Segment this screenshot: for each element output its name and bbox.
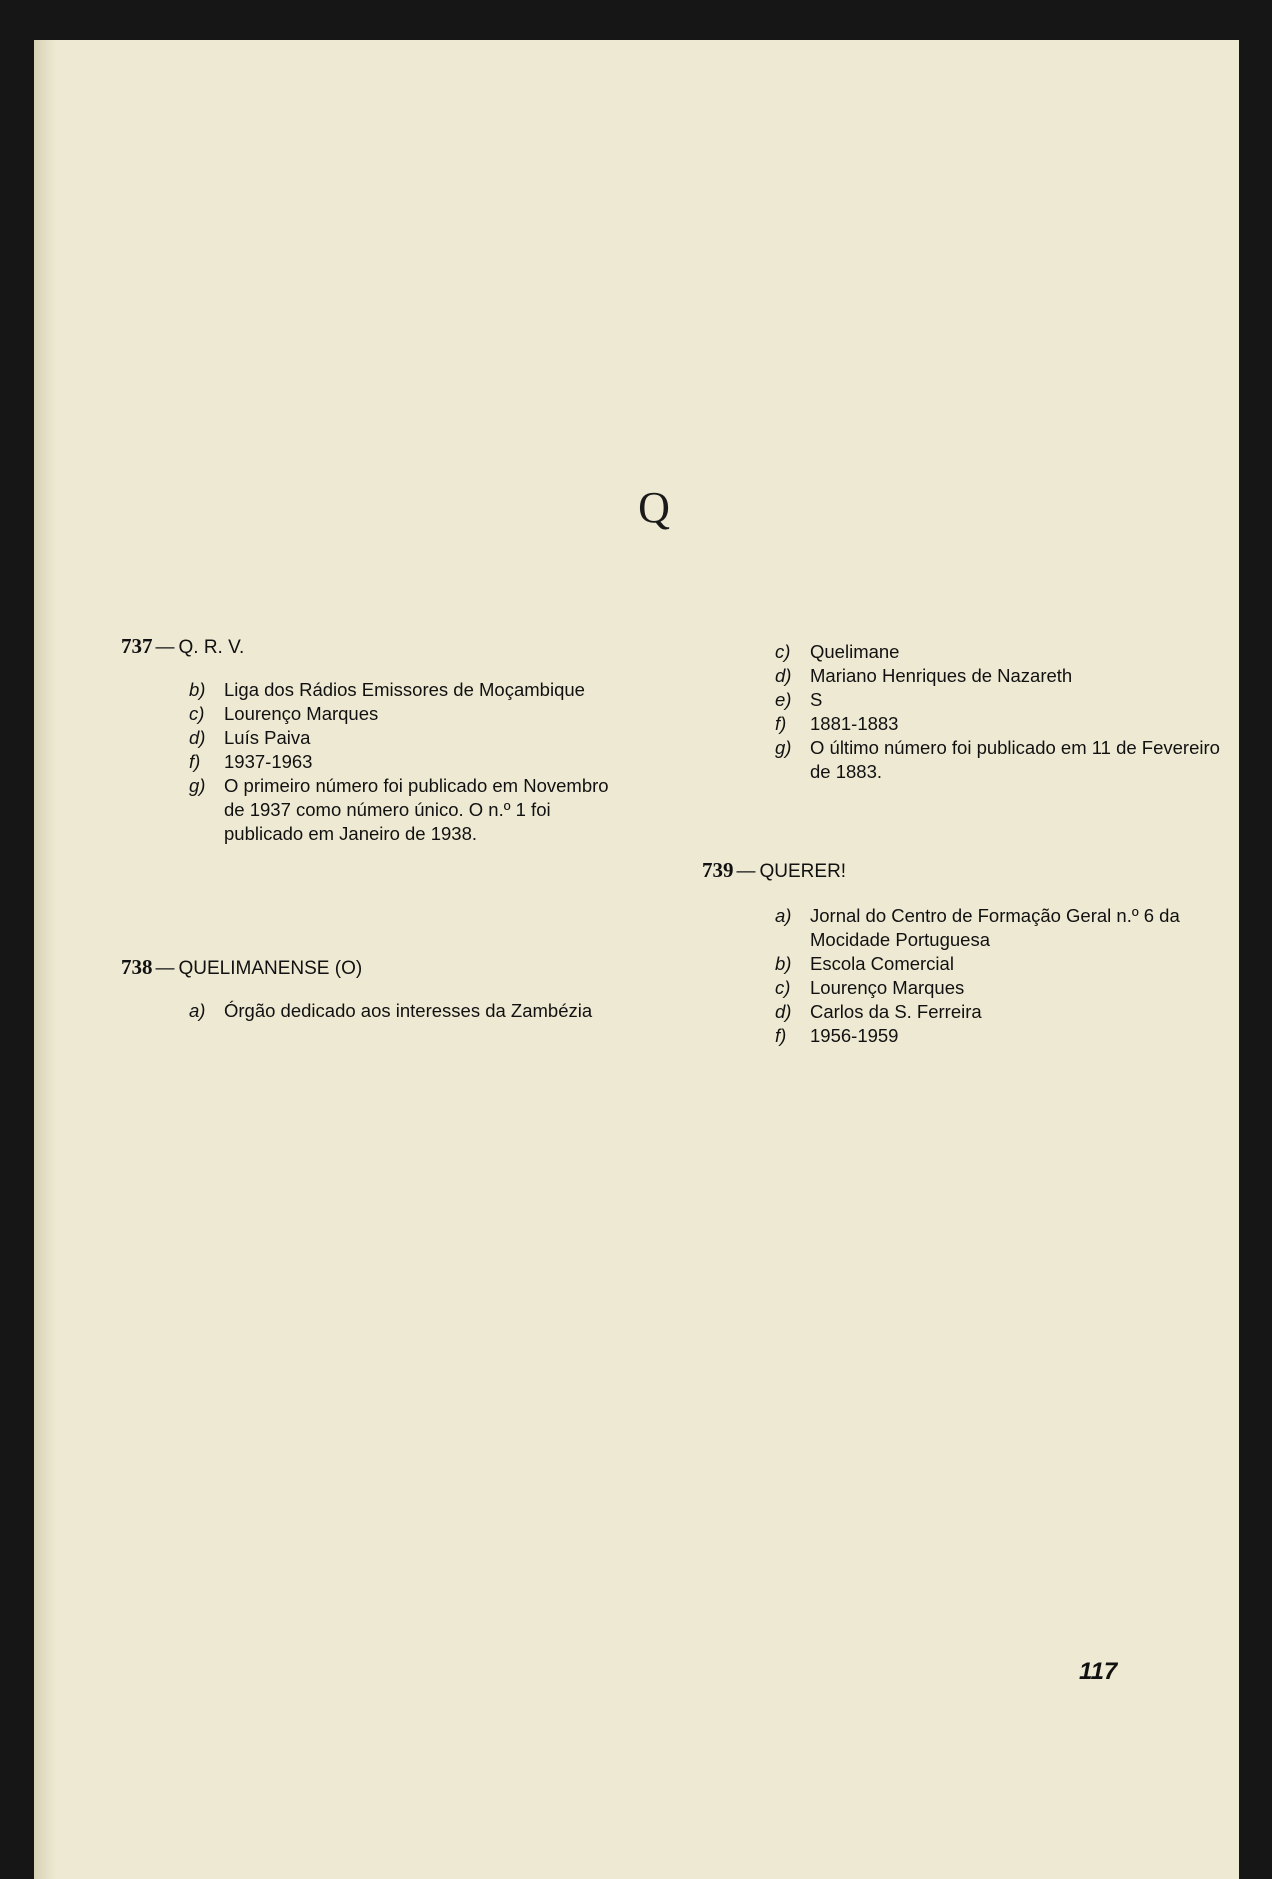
page-number: 117 xyxy=(1079,1658,1118,1685)
item-text: Luís Paiva xyxy=(224,727,311,748)
entry-item xyxy=(775,1000,1239,1024)
item-text: 1956-1959 xyxy=(810,1025,899,1046)
item-key: a) xyxy=(775,905,792,926)
item-text: Lourenço Marques xyxy=(224,703,379,724)
entry-item xyxy=(775,904,1239,952)
item-key: g) xyxy=(775,737,792,758)
entry-item xyxy=(189,999,624,1023)
item-text: Lourenço Marques xyxy=(810,977,965,998)
item-text: Quelimane xyxy=(810,641,900,662)
item-text: Jornal do Centro de Formação Geral n.º 6 da Mocidade Portuguesa xyxy=(810,905,1180,950)
entry-title: Q. R. V. xyxy=(178,637,245,658)
item-text: Órgão dedicado aos interesses da Zambézia xyxy=(224,1000,593,1021)
item-key: d) xyxy=(775,665,792,686)
entry-dash: — xyxy=(155,637,175,658)
item-key: a) xyxy=(189,1000,206,1021)
section-letter: Q xyxy=(638,483,670,532)
entry-dash: — xyxy=(155,958,175,979)
entry-number: 739 xyxy=(702,858,734,882)
entry-number: 738 xyxy=(121,955,153,979)
item-text: O último número foi publicado em 11 de Fevereiro de 1883. xyxy=(810,737,1220,782)
entry-items xyxy=(189,999,624,1023)
item-text: S xyxy=(810,689,823,710)
item-key: c) xyxy=(775,641,791,662)
entry-heading xyxy=(702,858,846,883)
item-text: Liga dos Rádios Emissores de Moçambique xyxy=(224,679,585,700)
item-key: f) xyxy=(775,713,787,734)
entry-title: QUELIMANENSE (O) xyxy=(178,958,363,979)
entry-item xyxy=(189,750,624,774)
entry-item xyxy=(775,1024,1239,1048)
entry-item xyxy=(189,774,624,846)
entry-item xyxy=(775,952,1239,976)
item-key: f) xyxy=(189,751,201,772)
entry-item xyxy=(775,688,1239,712)
item-text: Carlos da S. Ferreira xyxy=(810,1001,982,1022)
entry-item xyxy=(775,976,1239,1000)
entry-heading xyxy=(121,955,362,980)
entry-number: 737 xyxy=(121,634,153,658)
item-text: O primeiro número foi publicado em Novembro de 1937 como número único. O n.º 1 foi publicado em Janeiro de 1938. xyxy=(224,775,609,844)
item-text: 1937-1963 xyxy=(224,751,313,772)
entry-title: QUERER! xyxy=(759,861,847,882)
item-key: d) xyxy=(775,1001,792,1022)
entry-items xyxy=(189,678,624,846)
item-text: Mariano Henriques de Nazareth xyxy=(810,665,1073,686)
item-key: g) xyxy=(189,775,206,796)
item-key: c) xyxy=(775,977,791,998)
item-key: b) xyxy=(189,679,206,700)
item-key: b) xyxy=(775,953,792,974)
item-text: Escola Comercial xyxy=(810,953,954,974)
item-key: d) xyxy=(189,727,206,748)
item-text: 1881-1883 xyxy=(810,713,899,734)
entry-item xyxy=(189,678,624,702)
entry-item xyxy=(189,726,624,750)
entry-item xyxy=(775,712,1239,736)
entry-item xyxy=(775,640,1239,664)
entry-item xyxy=(189,702,624,726)
entry-items xyxy=(775,640,1239,784)
page-gutter-shadow xyxy=(34,40,56,1879)
item-key: e) xyxy=(775,689,792,710)
book-page xyxy=(34,40,1239,1879)
entry-dash: — xyxy=(736,861,756,882)
entry-items xyxy=(775,904,1239,1048)
item-key: f) xyxy=(775,1025,787,1046)
item-key: c) xyxy=(189,703,205,724)
entry-item xyxy=(775,664,1239,688)
entry-item xyxy=(775,736,1239,784)
entry-heading xyxy=(121,634,244,659)
